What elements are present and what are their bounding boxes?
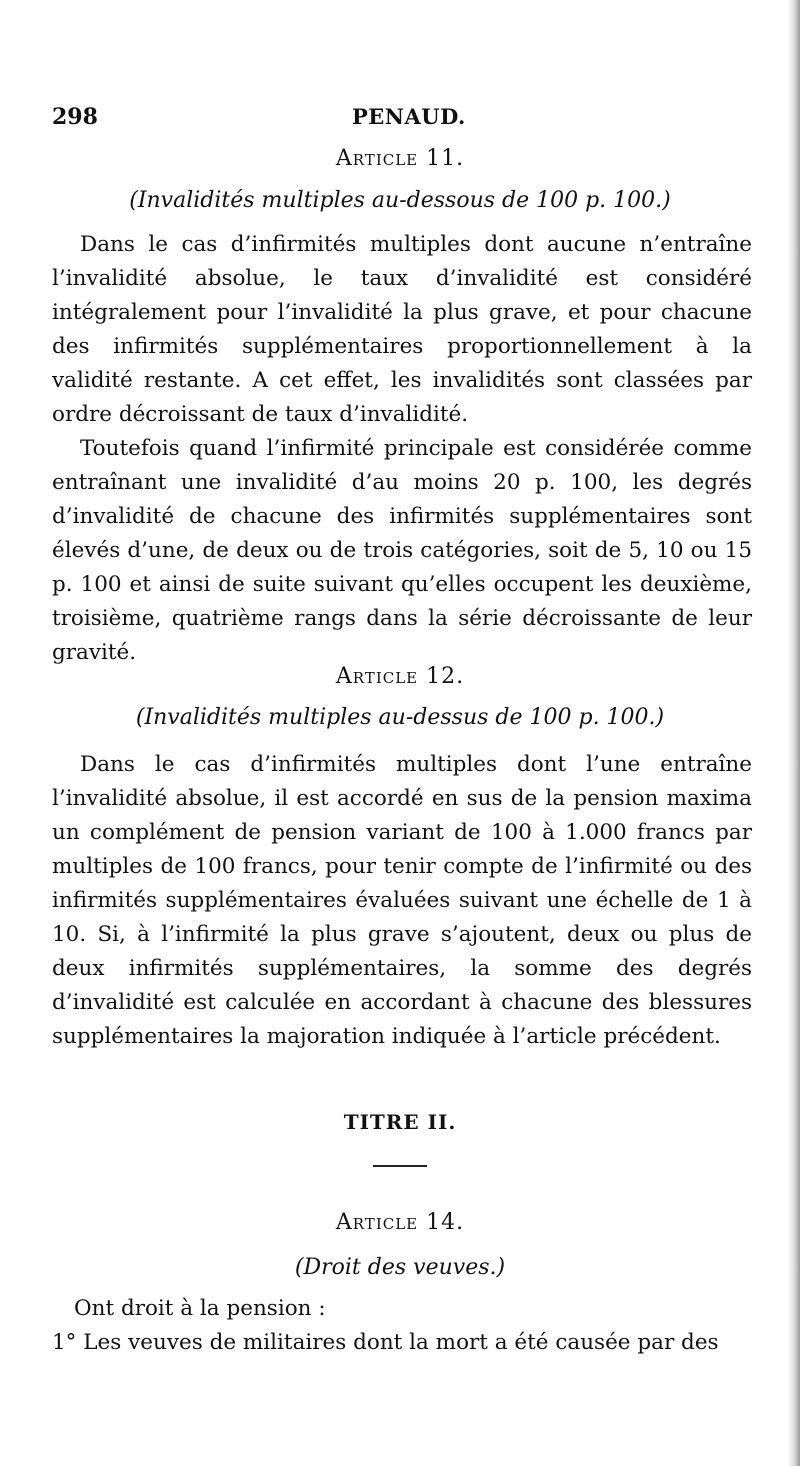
article-12-title: Article 12.	[335, 664, 465, 689]
article-12-subtitle: (Invalidités multiples au-dessus de 100 p. 100.)	[135, 705, 665, 730]
page-header	[52, 100, 752, 136]
article-14-item-1: 1° Les veuves de militaires dont la mort a été causée par des	[52, 1330, 719, 1355]
article-14-subtitle: (Droit des veuves.)	[294, 1255, 506, 1280]
page-number: 298	[52, 104, 98, 130]
page-edge-shadow	[788, 0, 800, 1466]
article-14-title: Article 14.	[335, 1210, 465, 1235]
article-11-subtitle: (Invalidités multiples au-dessous de 100 p. 100.)	[129, 188, 671, 213]
article-11-title: Article 11.	[335, 146, 465, 171]
article-12-paragraph-1: Dans le cas d’infirmités multiples dont l’une entraîne l’invalidité absolue, il est accordé en sus de la pension maxima un complément de pension variant de 100 à 1.000 francs par multiples de 100 francs, pour tenir compte de l’infirmité ou des infirmités supplémentaires évaluées suivant une échelle de 1 à 10. Si, à l’infirmité la plus grave s’ajoutent, deux ou plus de deux infirmités supplémentaires, la somme des degrés d’invalidité est calculée en accordant à chacune des blessures supplémentaires la majoration indiquée à l’article précédent.	[52, 752, 752, 1049]
article-11-paragraph-2: Toutefois quand l’infirmité principale est considérée comme entraînant une invalidité d’au moins 20 p. 100, les degrés d’invalidité de chacune des infirmités supplémentaires sont élevés d’une, de deux ou de trois catégories, soit de 5, 10 ou 15 p. 100 et ainsi de suite suivant qu’elles occupent les deuxième, troisième, quatrième rangs dans la série décroissante de leur gravité.	[52, 436, 752, 665]
article-11-paragraph-1: Dans le cas d’infirmités multiples dont aucune n’entraîne l’invalidité absolue, le taux d’invalidité est considéré intégralement pour l’invalidité la plus grave, et pour chacune des infirmités supplémentaires proportionnellement à la validité restante. A cet effet, les invalidités sont classées par ordre décroissant de taux d’invalidité.	[52, 232, 752, 427]
section-divider	[373, 1165, 427, 1167]
article-12-body	[52, 748, 752, 1054]
article-14-body	[52, 1292, 752, 1360]
titre-2-heading: TITRE II.	[343, 1110, 457, 1134]
running-head: PENAUD.	[352, 104, 466, 129]
article-14-intro: Ont droit à la pension :	[74, 1296, 326, 1321]
article-11-body	[52, 228, 752, 670]
